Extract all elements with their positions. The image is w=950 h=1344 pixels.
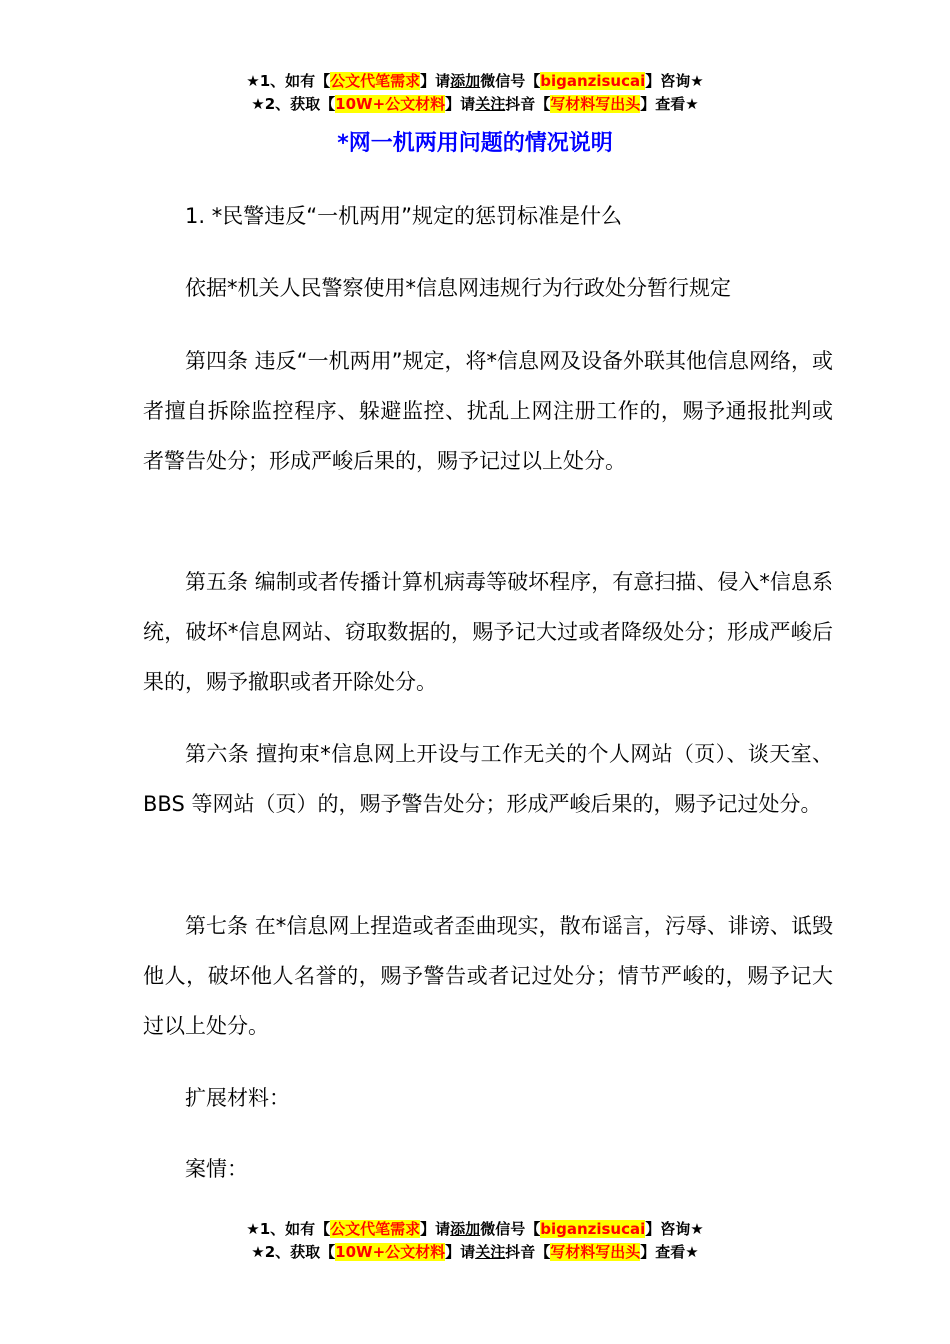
article-6-block bbox=[143, 729, 833, 829]
document-body-2 bbox=[143, 263, 833, 313]
star-icon: ★ bbox=[685, 1243, 699, 1261]
article-5-block bbox=[143, 557, 833, 707]
article-4-block bbox=[143, 336, 833, 486]
star-icon: ★ bbox=[690, 72, 704, 90]
article-6: 第六条 擅拘束*信息网上开设与工作无关的个人网站（页）、谈天室、BBS 等网站（页）的，赐予警告处分；形成严峻后果的，赐予记过处分。 bbox=[143, 742, 833, 816]
document-title: *网一机两用问题的情况说明 bbox=[337, 131, 613, 156]
highlight-wechat-id: biganzisucai bbox=[540, 1220, 646, 1238]
case-label: 案情： bbox=[185, 1157, 248, 1181]
article-7-block bbox=[143, 901, 833, 1051]
highlight-wechat-id: biganzisucai bbox=[540, 72, 646, 90]
extension-label: 扩展材料： bbox=[185, 1086, 290, 1110]
highlight-douyin: 写材料写出头 bbox=[550, 1243, 641, 1261]
star-icon: ★ bbox=[690, 1220, 704, 1238]
star-icon: ★ bbox=[246, 1220, 260, 1238]
highlight-service: 公文代笔需求 bbox=[330, 1220, 421, 1238]
banner-line-2: ★2、获取【10W+公文材料】请关注抖音【写材料写出头】查看★ bbox=[251, 95, 699, 113]
star-icon: ★ bbox=[251, 1243, 265, 1261]
star-icon: ★ bbox=[251, 95, 265, 113]
legal-basis: 依据*机关人民警察使用*信息网违规行为行政处分暂行规定 bbox=[185, 276, 731, 300]
banner-line-2: ★2、获取【10W+公文材料】请关注抖音【写材料写出头】查看★ bbox=[251, 1243, 699, 1261]
highlight-service: 公文代笔需求 bbox=[330, 72, 421, 90]
question-heading: 1. *民警违反“一机两用”规定的惩罚标准是什么 bbox=[185, 204, 622, 228]
banner-line-1: ★1、如有【公文代笔需求】请添加微信号【biganzisucai】咨询★ bbox=[246, 1220, 704, 1238]
article-5: 第五条 编制或者传播计算机病毒等破坏程序，有意扫描、侵入*信息系统，破坏*信息网站、窃取数据的，赐予记大过或者降级处分；形成严峻后果的，赐予撤职或者开除处分。 bbox=[143, 570, 833, 694]
highlight-douyin: 写材料写出头 bbox=[550, 95, 641, 113]
article-4: 第四条 违反“一机两用”规定，将*信息网及设备外联其他信息网络，或者擅自拆除监控程序、躲避监控、扰乱上网注册工作的，赐予通报批判或者警告处分；形成严峻后果的，赐予记过以上处分。 bbox=[143, 349, 833, 473]
highlight-materials: 10W+公文材料 bbox=[335, 95, 446, 113]
footer-banner bbox=[0, 1218, 950, 1264]
case-block bbox=[143, 1144, 833, 1194]
star-icon: ★ bbox=[685, 95, 699, 113]
banner-line-1: ★1、如有【公文代笔需求】请添加微信号【biganzisucai】咨询★ bbox=[246, 72, 704, 90]
article-7: 第七条 在*信息网上捏造或者歪曲现实，散布谣言，污辱、诽谤、诋毁他人，破坏他人名誉的，赐予警告或者记过处分；情节严峻的，赐予记大过以上处分。 bbox=[143, 914, 833, 1038]
header-banner bbox=[0, 70, 950, 116]
extension-block bbox=[143, 1073, 833, 1123]
document-body-1 bbox=[143, 191, 833, 241]
highlight-materials: 10W+公文材料 bbox=[335, 1243, 446, 1261]
star-icon: ★ bbox=[246, 72, 260, 90]
